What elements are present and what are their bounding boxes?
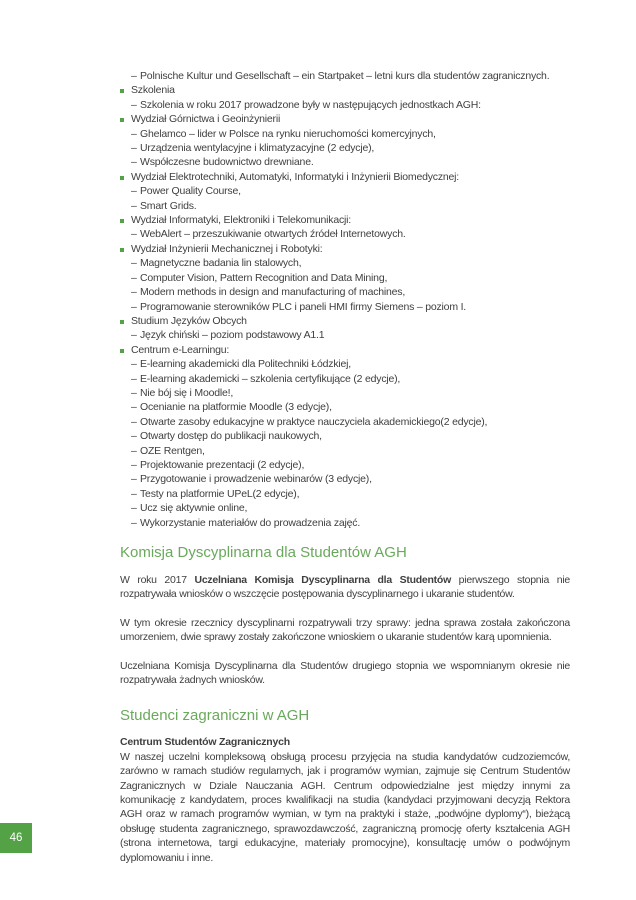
dash-marker: –: [131, 199, 137, 212]
list-subitem: [120, 415, 570, 429]
bullet-square-icon: [120, 219, 124, 223]
paragraph-studenci-1: W naszej uczelni kompleksową obsługą procesu przyjęcia na studia kandydatów cudzoziemców, zarówno w ramach studiów regularnych, jak i programów wymian, zajmuje się Centrum Studentów Zagranicznych w Dziale Nauczania AGH. Centrum odpowiedzialne jest między innymi za komunikację z kandydatem, proces kwalifikacji na studia (kandydaci przyjmowani decyzją Rektora AGH oraz w ramach programów wymian, w tym na praktyki i staże, „podwójne dyplomy“), bieżącą obsługę studenta zagranicznego, sprawozdawczość, zagraniczną promocję oferty kształcenia AGH (strona internetowa, targi edukacyjne, materiały promocyjne), konsultację umów o podwójnym dyplomowaniu i inne.: [120, 750, 570, 864]
paragraph-text: pierwszego stopnia nie rozpatrywała wniosków o wszczęcie postępowania dyscyplinarnego i ukaranie studentów.: [120, 574, 571, 601]
dash-marker: –: [131, 444, 137, 457]
list-subitem: [120, 429, 570, 443]
list-item-text: Centrum e-Learningu:: [131, 343, 230, 356]
page-content: [120, 69, 570, 865]
dash-marker: –: [131, 516, 137, 529]
dash-marker: –: [131, 300, 137, 313]
list-subitem-text: Ucz się aktywnie online,: [140, 502, 248, 515]
page-number-badge: [0, 823, 32, 853]
paragraph-komisja-2: W tym okresie rzecznicy dyscyplinarni rozpatrywali trzy sprawy: jedna sprawa została zakończona umorzeniem, dwie sprawy zostały zakończone wnioskiem o ukaranie studentów karą upomnienia.: [120, 616, 570, 644]
list-subitem: [120, 357, 570, 371]
bullet-cell: [120, 112, 131, 126]
list-subitem-text: Szkolenia w roku 2017 prowadzone były w następujących jednostkach AGH:: [140, 98, 481, 111]
dash-marker: –: [131, 430, 137, 443]
dash-marker: –: [131, 358, 137, 371]
list-subitem: [120, 184, 570, 198]
list-subitem-text: WebAlert – przeszukiwanie otwartych źródeł Internetowych.: [140, 228, 406, 241]
list-subitem: [120, 472, 570, 486]
bullet-cell: [120, 314, 131, 328]
dash-marker: –: [131, 386, 137, 399]
list-item-text: Wydział Elektrotechniki, Automatyki, Informatyki i Inżynierii Biomedycznej:: [131, 170, 460, 183]
bullet-square-icon: [120, 248, 124, 252]
list-subitem-text: E-learning akademicki – szkolenia certyfikujące (2 edycje),: [140, 372, 401, 385]
list-subitem: [120, 501, 570, 515]
dash-marker: –: [131, 473, 137, 486]
dash-marker: –: [131, 228, 137, 241]
list-subitem: [120, 271, 570, 285]
bullet-cell: [120, 170, 131, 184]
paragraph-text: W roku 2017: [120, 574, 195, 586]
list-subitem: [120, 227, 570, 241]
list-subitem: [120, 458, 570, 472]
dash-marker: –: [131, 502, 137, 515]
bullet-cell: [120, 343, 131, 357]
list-item: [120, 170, 570, 184]
dash-marker: –: [131, 487, 137, 500]
list-subitem: [120, 444, 570, 458]
dash-marker: –: [131, 127, 137, 140]
list-subitem: [120, 127, 570, 141]
list-subitem-text: Ocenianie na platformie Moodle (3 edycje),: [140, 401, 332, 414]
list-subitem-text: Smart Grids.: [140, 199, 197, 212]
list-subitem-text: Współczesne budownictwo drewniane.: [140, 156, 314, 169]
dash-marker: –: [131, 372, 137, 385]
bullet-square-icon: [120, 118, 124, 122]
list-subitem: [120, 516, 570, 530]
list-subitem: [120, 400, 570, 414]
list-subitem-text: Język chiński – poziom podstawowy A1.1: [140, 329, 325, 342]
dash-marker: –: [131, 286, 137, 299]
list-subitem-text: Programowanie sterowników PLC i paneli HMI firmy Siemens – poziom I.: [140, 300, 467, 313]
list-item-text: Szkolenia: [131, 84, 175, 97]
dash-marker: –: [131, 271, 137, 284]
page-number: 46: [9, 832, 23, 844]
bullet-square-icon: [120, 89, 124, 93]
dash-marker: –: [131, 185, 137, 198]
list-subitem: [120, 141, 570, 155]
section-heading-studenci: Studenci zagraniczni w AGH: [120, 707, 310, 725]
paragraph-komisja-3: Uczelniana Komisja Dyscyplinarna dla Studentów drugiego stopnia we wspomnianym okresie nie rozpatrywała żadnych wniosków.: [120, 659, 570, 687]
bullet-square-icon: [120, 176, 124, 180]
dash-marker: –: [131, 142, 137, 155]
list-item: [120, 112, 570, 126]
list-subitem: [120, 256, 570, 270]
list-subitem: [120, 372, 570, 386]
list-subitem-text: OZE Rentgen,: [140, 444, 205, 457]
list-subitem: [120, 98, 570, 112]
list-item: [120, 242, 570, 256]
list-subitem-text: Modern methods in design and manufacturing of machines,: [140, 286, 406, 299]
bullet-cell: [120, 242, 131, 256]
list-item: [120, 83, 570, 97]
list-subitem: [120, 300, 570, 314]
list-subitem: [120, 285, 570, 299]
dash-marker: –: [131, 70, 137, 82]
list-subitem: [120, 199, 570, 213]
list-subitem: [120, 386, 570, 400]
list-item-text: Wydział Inżynierii Mechanicznej i Robotyki:: [131, 242, 323, 255]
dash-marker: –: [131, 401, 137, 414]
paragraph-komisja-1: [120, 573, 570, 602]
dash-marker: –: [131, 98, 137, 111]
list-subitem-text: Przygotowanie i prowadzenie webinarów (3 edycje),: [140, 473, 372, 486]
dash-marker: –: [131, 415, 137, 428]
list-subitem: [120, 69, 570, 83]
bullet-cell: [120, 83, 131, 97]
list-subitem-text: Power Quality Course,: [140, 185, 241, 198]
paragraph-bold-text: Uczelniana Komisja Dyscyplinarna dla Studentów: [194, 574, 451, 586]
list-subitem-text: E-learning akademicki dla Politechniki Łódzkiej,: [140, 358, 352, 371]
dash-marker: –: [131, 329, 137, 342]
list-subitem-text: Nie bój się i Moodle!,: [140, 386, 234, 399]
list-subitem-text: Ghelamco – lider w Polsce na rynku nieruchomości komercyjnych,: [140, 127, 436, 140]
list-subitem-text: Wykorzystanie materiałów do prowadzenia zajęć.: [140, 516, 361, 529]
list-item-text: Wydział Górnictwa i Geoinżynierii: [131, 113, 281, 126]
list-item: [120, 314, 570, 328]
subheading-centrum: Centrum Studentów Zagranicznych: [120, 736, 290, 749]
list-subitem-text: Projektowanie prezentacji (2 edycje),: [140, 458, 305, 471]
list-subitem-text: Otwarte zasoby edukacyjne w praktyce nauczyciela akademickiego(2 edycje),: [140, 415, 488, 428]
list-subitem-text: Magnetyczne badania lin stalowych,: [140, 257, 302, 270]
list-subitem-text: Polnische Kultur und Gesellschaft – ein Startpaket – letni kurs dla studentów zagranicznych.: [140, 70, 550, 82]
training-list: [120, 69, 570, 530]
list-item: [120, 213, 570, 227]
dash-marker: –: [131, 156, 137, 169]
bullet-cell: [120, 213, 131, 227]
bullet-square-icon: [120, 349, 124, 353]
list-subitem-text: Urządzenia wentylacyjne i klimatyzacyjne (2 edycje),: [140, 142, 375, 155]
list-item-text: Studium Języków Obcych: [131, 314, 247, 327]
list-subitem-text: Testy na platformie UPeL(2 edycje),: [140, 487, 300, 500]
dash-marker: –: [131, 257, 137, 270]
list-item-text: Wydział Informatyki, Elektroniki i Telekomunikacji:: [131, 214, 352, 227]
list-subitem: [120, 155, 570, 169]
list-item: [120, 343, 570, 357]
bullet-square-icon: [120, 320, 124, 324]
list-subitem-text: Computer Vision, Pattern Recognition and Data Mining,: [140, 271, 388, 284]
list-subitem: [120, 487, 570, 501]
list-subitem-text: Otwarty dostęp do publikacji naukowych,: [140, 430, 322, 443]
dash-marker: –: [131, 458, 137, 471]
list-subitem: [120, 328, 570, 342]
section-heading-komisja: Komisja Dyscyplinarna dla Studentów AGH: [120, 544, 407, 561]
